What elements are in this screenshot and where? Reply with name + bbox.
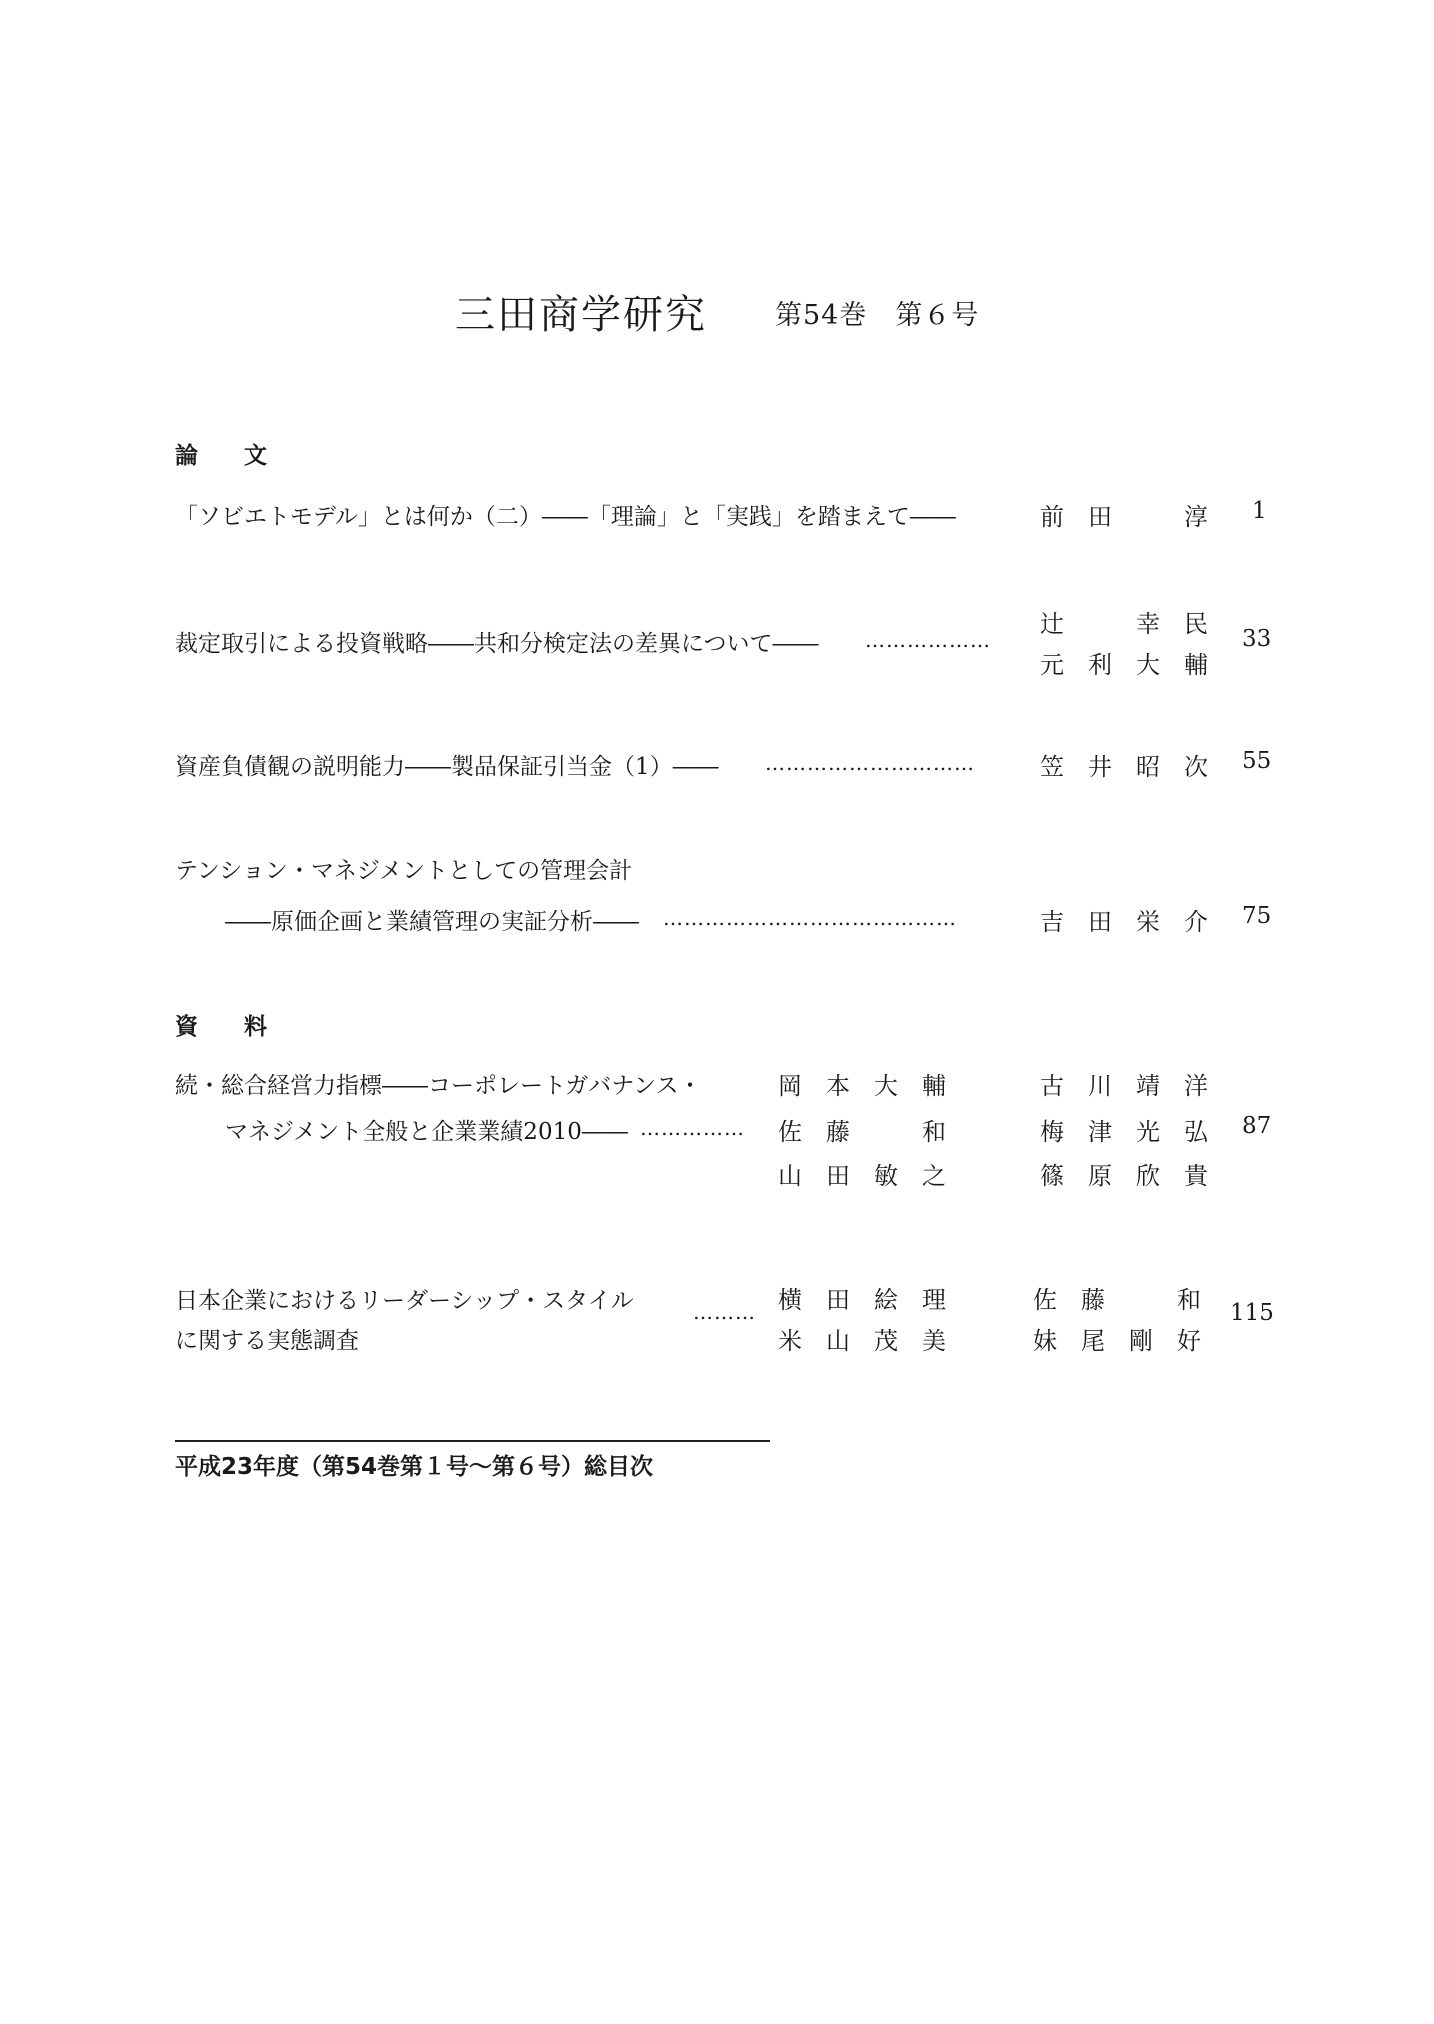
paper-author: 吉 田 栄 介 [1040, 908, 1208, 936]
paper-title: 「ソビエトモデル」とは何か（二）――「理論」と「実践」を踏まえて―― [175, 504, 956, 530]
page-number: 87 [1242, 1113, 1272, 1139]
page-number: 33 [1242, 626, 1272, 652]
footer-text: 平成23年度（第54巻第１号～第６号）総目次 [175, 1454, 654, 1480]
material-author: 古 川 靖 洋 [1040, 1072, 1208, 1100]
paper-title: 資産負債観の説明能力――製品保証引当金（1）―― [175, 754, 719, 780]
page-number: 55 [1242, 748, 1272, 774]
material-author: 篠 原 欣 貴 [1040, 1162, 1208, 1190]
paper-author: 笠 井 昭 次 [1040, 753, 1208, 781]
material-author: 米 山 茂 美 [778, 1327, 946, 1355]
material-author: 佐 藤 和 [1033, 1286, 1201, 1314]
section-heading-materials: 資 料 [175, 1014, 267, 1040]
page-number: 75 [1242, 903, 1272, 929]
material-author: 妹 尾 剛 好 [1033, 1327, 1201, 1355]
page-number: 115 [1230, 1300, 1274, 1326]
paper-title: テンション・マネジメントとしての管理会計 [175, 858, 633, 884]
leader-dots: ……… [693, 1300, 756, 1324]
material-title: 日本企業におけるリーダーシップ・スタイル [175, 1288, 634, 1314]
material-author: 梅 津 光 弘 [1040, 1118, 1208, 1146]
material-subtitle: に関する実態調査 [175, 1328, 359, 1354]
page-number: 1 [1252, 498, 1267, 524]
paper-subtitle: ――原価企画と業績管理の実証分析―― [225, 909, 639, 935]
material-author: 横 田 絵 理 [778, 1286, 946, 1314]
paper-author: 辻 幸 民 [1040, 610, 1208, 638]
journal-issue: 第54巻 第６号 [775, 300, 980, 331]
material-author: 佐 藤 和 [778, 1118, 946, 1146]
journal-title: 三田商学研究 [455, 292, 707, 338]
paper-author: 元 利 大 輔 [1040, 651, 1208, 679]
leader-dots: ……………… [865, 628, 991, 652]
section-heading-papers: 論 文 [175, 443, 267, 469]
material-subtitle: マネジメント全般と企業業績2010―― [225, 1119, 628, 1145]
paper-title: 裁定取引による投資戦略――共和分検定法の差異について―― [175, 631, 819, 657]
leader-dots: ………………………… [765, 751, 975, 775]
material-title: 続・総合経営力指標――コーポレートガバナンス・ [175, 1073, 702, 1099]
leader-dots: …………………………………… [663, 906, 957, 930]
leader-dots: …………… [640, 1116, 745, 1140]
footer-rule [175, 1440, 770, 1442]
material-author: 岡 本 大 輔 [778, 1072, 946, 1100]
paper-author: 前 田 淳 [1040, 503, 1208, 531]
material-author: 山 田 敏 之 [778, 1162, 946, 1190]
